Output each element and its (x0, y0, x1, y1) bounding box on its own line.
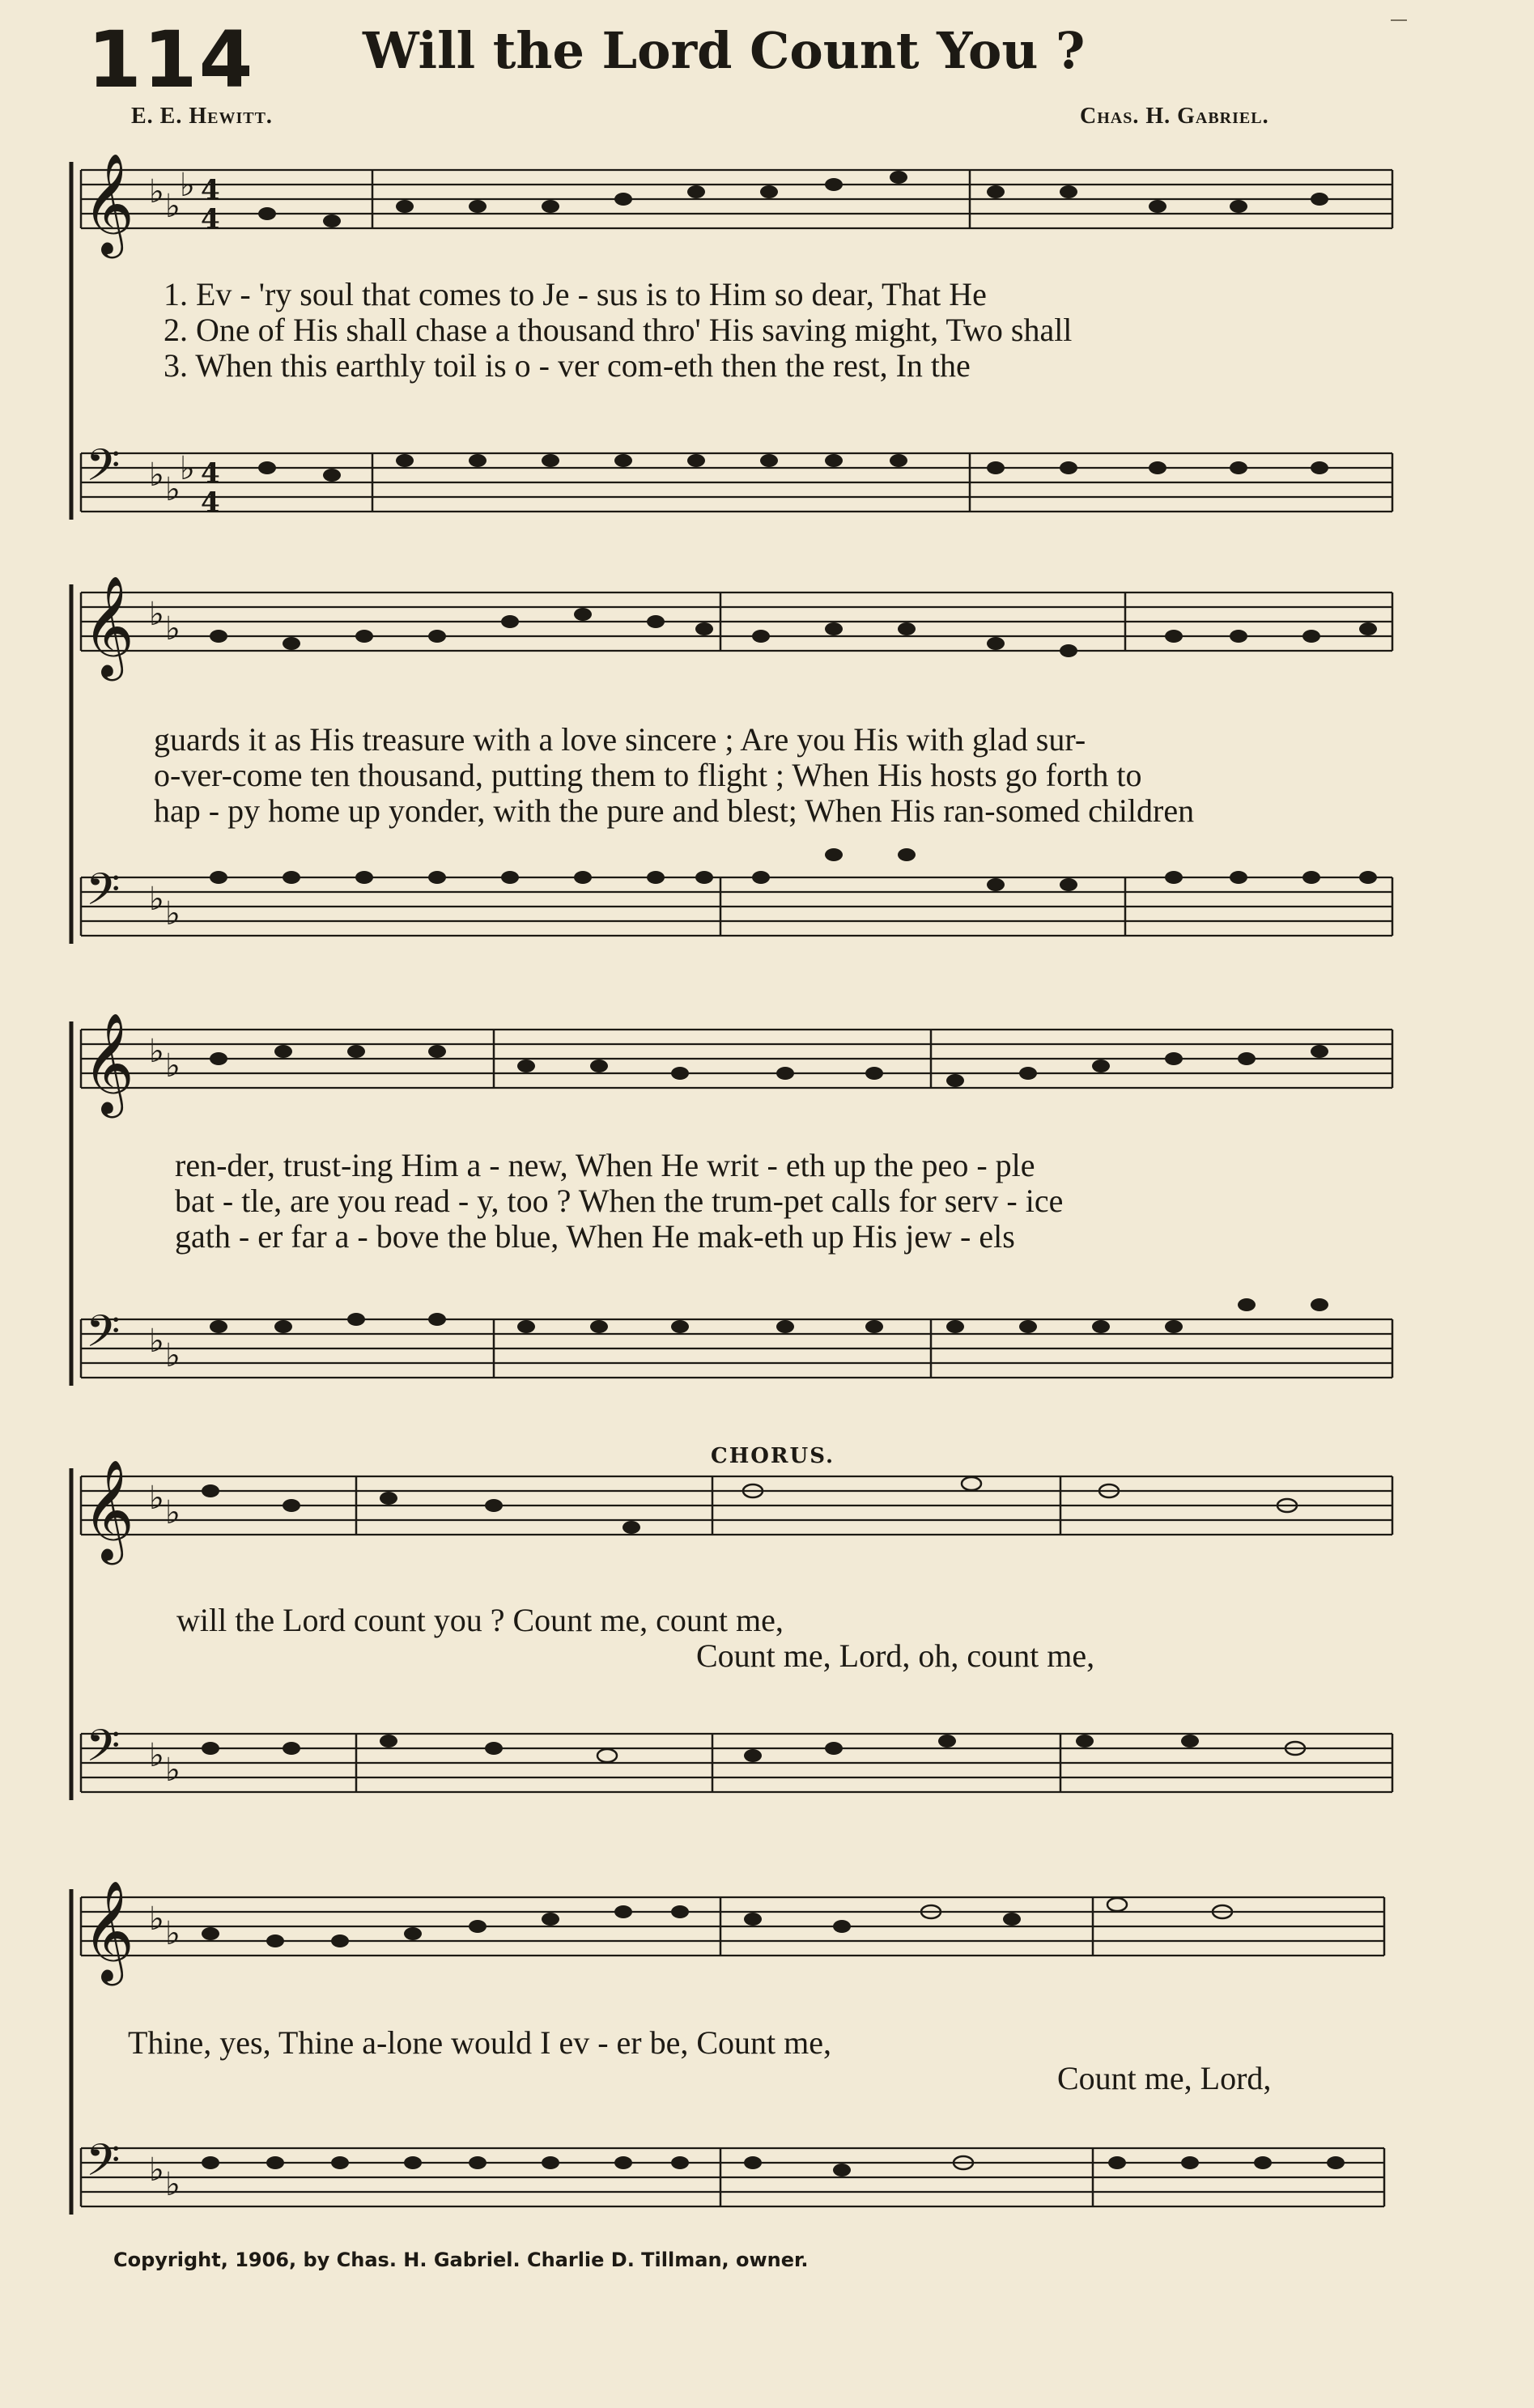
svg-text:𝄞: 𝄞 (83, 575, 134, 677)
svg-text:♭: ♭ (165, 1752, 181, 1789)
svg-text:♭: ♭ (165, 610, 181, 648)
svg-text:♭: ♭ (149, 2151, 164, 2189)
svg-text:𝄢: 𝄢 (86, 864, 121, 926)
lyric-line: 1. Ev - 'ry soul that comes to Je - sus is to Him so dear, That He (164, 276, 987, 312)
music-system-2 (57, 557, 1400, 962)
lyric-line: Count me, Lord, (1057, 2060, 1272, 2096)
lyric-line: 2. One of His shall chase a thousand thro' His saving might, Two shall (164, 312, 1073, 348)
svg-text:𝄞: 𝄞 (83, 153, 134, 254)
svg-text:♭: ♭ (149, 1033, 164, 1070)
music-system-4 (57, 1433, 1400, 1829)
svg-text:♭: ♭ (180, 167, 195, 204)
chorus-label: CHORUS. (711, 1444, 835, 1468)
lyric-line: bat - tle, are you read - y, too ? When the trum-pet calls for serv - ice (175, 1183, 1064, 1219)
lyric-line: ren-der, trust-ing Him a - new, When He writ - eth up the peo - ple (175, 1147, 1035, 1183)
hymn-number: 114 (87, 15, 255, 105)
svg-text:𝄞: 𝄞 (83, 1880, 134, 1981)
svg-text:♭: ♭ (149, 1323, 164, 1360)
svg-text:♭: ♭ (165, 895, 181, 932)
svg-text:♭: ♭ (165, 2166, 181, 2203)
svg-text:4: 4 (201, 174, 220, 206)
svg-text:♭: ♭ (165, 1047, 181, 1085)
svg-text:♭: ♭ (165, 471, 181, 508)
music-system-5 (57, 1854, 1400, 2226)
svg-text:𝄢: 𝄢 (86, 440, 121, 502)
svg-text:𝄢: 𝄢 (86, 1720, 121, 1782)
svg-text:♭: ♭ (149, 1737, 164, 1774)
lyric-line: will the Lord count you ? Count me, count me, (176, 1602, 784, 1638)
copyright-notice: Copyright, 1906, by Chas. H. Gabriel. Charlie D. Tillman, owner. (113, 2249, 809, 2271)
svg-text:𝄞: 𝄞 (83, 1459, 134, 1561)
svg-text:4: 4 (201, 203, 220, 236)
hymn-title: Will the Lord Count You ? (363, 21, 1086, 80)
svg-text:♭: ♭ (165, 1915, 181, 1952)
svg-text:♭: ♭ (180, 450, 195, 487)
svg-text:♭: ♭ (149, 457, 164, 494)
svg-text:𝄞: 𝄞 (83, 1013, 134, 1114)
lyric-line: Count me, Lord, oh, count me, (696, 1637, 1095, 1674)
author-credit: E. E. Hewitt. (131, 104, 273, 129)
lyric-line: o-ver-come ten thousand, putting them to flight ; When His hosts go forth to (154, 757, 1142, 793)
svg-text:♭: ♭ (149, 596, 164, 633)
page-edge-mark (1391, 19, 1407, 21)
lyric-line: Thine, yes, Thine a-lone would I ev - er be, Count me, (128, 2024, 832, 2061)
svg-text:♭: ♭ (149, 1900, 164, 1938)
music-system-1 (57, 138, 1400, 526)
lyric-line: gath - er far a - bove the blue, When He mak-eth up His jew - els (175, 1218, 1015, 1255)
lyric-line: guards it as His treasure with a love sincere ; Are you His with glad sur- (154, 721, 1086, 758)
svg-text:♭: ♭ (165, 1337, 181, 1374)
svg-text:𝄢: 𝄢 (86, 2134, 121, 2197)
svg-text:♭: ♭ (149, 881, 164, 918)
svg-text:♭: ♭ (165, 1494, 181, 1531)
music-system-3 (57, 987, 1400, 1408)
svg-text:4: 4 (201, 486, 220, 519)
svg-text:𝄢: 𝄢 (86, 1306, 121, 1368)
composer-credit: Chas. H. Gabriel. (1080, 104, 1269, 129)
svg-text:♭: ♭ (165, 188, 181, 225)
lyric-line: hap - py home up yonder, with the pure and blest; When His ran-somed children (154, 792, 1195, 829)
svg-text:♭: ♭ (149, 1480, 164, 1517)
svg-text:4: 4 (201, 457, 220, 490)
lyric-line: 3. When this earthly toil is o - ver com-eth then the rest, In the (164, 347, 971, 384)
svg-text:♭: ♭ (149, 173, 164, 210)
